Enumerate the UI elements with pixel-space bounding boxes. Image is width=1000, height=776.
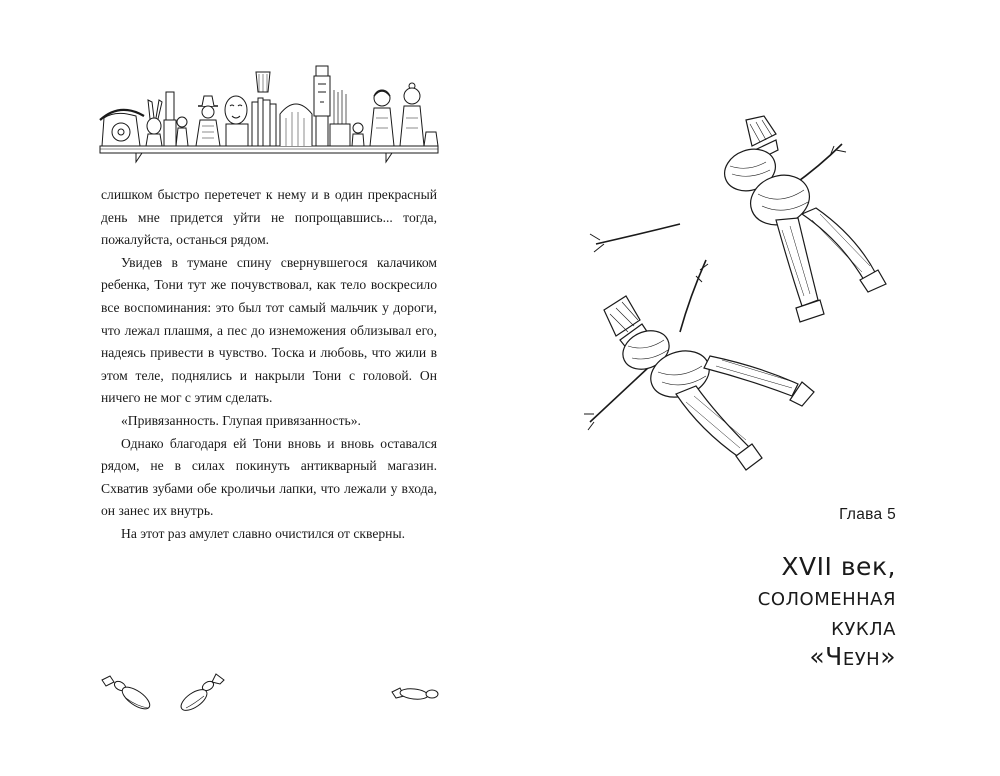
paragraph: Увидев в тумане спину свернувшегося калачиком ребенка, Тони тут же почувствовал, как тело воскресило все воспоминания: это был тот самый мальчик у дороги, что лежал плашмя, а пес до изнеможения облизывал его, надеясь привести в чувство. Тоска и любовь, что жили в этом теле, поднялись и накрыли Тони с головой. Он ничего не мог с этим сделать.	[101, 254, 437, 406]
right-page	[500, 0, 1000, 776]
chapter-title-line: кукла	[831, 612, 896, 641]
straw-doll-ornament	[96, 668, 442, 724]
chapter-title-line: соломенная	[757, 582, 896, 611]
curio-shelf-illustration	[96, 62, 442, 166]
chapter-title-line: XVII век,	[781, 552, 896, 581]
chapter-title	[576, 552, 896, 672]
body-text	[101, 184, 437, 546]
straw-doll-illustration	[580, 110, 910, 480]
paragraph: слишком быстро перетечет к нему и в один прекрасный день мне придется уйти не попрощавшись... тогда, пожалуйста, останься рядом.	[101, 187, 437, 248]
chapter-label: Глава 5	[839, 506, 896, 523]
paragraph: На этот раз амулет славно очистился от скверны.	[121, 525, 405, 541]
paragraph: «Привязанность. Глупая привязанность».	[121, 412, 361, 428]
chapter-title-line: «Чеун»	[809, 642, 896, 671]
paragraph: Однако благодаря ей Тони вновь и вновь оставался рядом, не в силах покинуть антикварный магазин. Схватив зубами обе кроличьи лапки, что лежали у входа, он занес их внутрь.	[101, 435, 437, 519]
